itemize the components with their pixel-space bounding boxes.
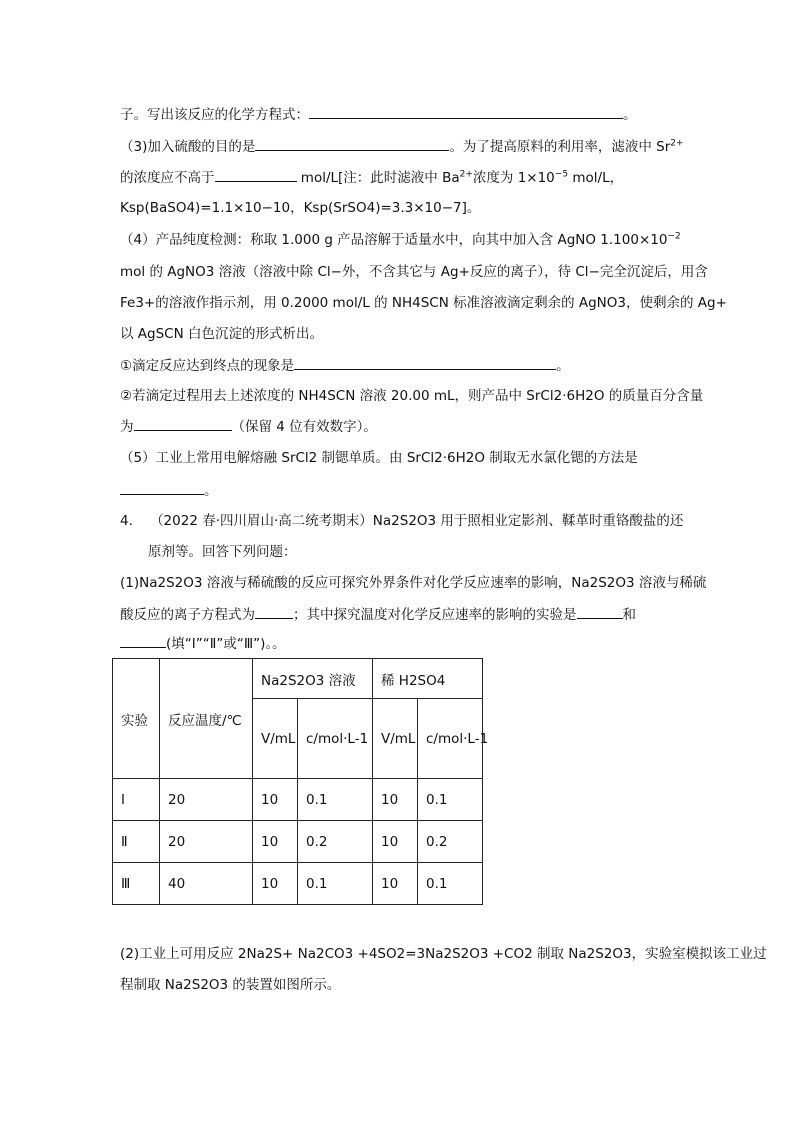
answer-blank[interactable] — [134, 416, 232, 431]
header-na2s2o3: Na2S2O3 溶液 — [253, 659, 373, 699]
q3-part4-line1: （4）产品纯度检测：称取 1.000 g 产品溶解于适量水中，向其中加入含 AgNO $1.100\times 10^{-2}$ — [120, 231, 681, 248]
q4-part2-line1: (2)工业上可用反应 2Na2S+ Na2CO3 +4SO2=3Na2S2O3 +CO2 制取 Na2S2O3，实验室模拟该工业过 — [120, 946, 767, 962]
table-row: Ⅲ 40 10 0.1 10 0.1 — [113, 863, 483, 905]
q3-part4-line2: mol 的 AgNO3 溶液（溶液中除 Cl−外，不含其它与 Ag+反应的离子），待 Cl−完全沉淀后，用含 — [120, 264, 708, 280]
q3-line2: （3)加入硫酸的目的是 。为了提高原料的利用率，滤液中 $Sr^{2+}$ — [120, 136, 684, 157]
answer-blank[interactable] — [120, 480, 204, 495]
header-experiment: 实验 — [113, 659, 160, 779]
answer-blank[interactable] — [577, 604, 623, 619]
q3-part4-sub2: ②若滴定过程用去上述浓度的 NH4SCN 溶液 20.00 mL，则产品中 SrCl2·6H2O 的质量百分含量 — [120, 388, 704, 404]
q4-header-line2: 原剂等。回答下列问题： — [148, 544, 297, 560]
answer-blank[interactable] — [255, 604, 293, 619]
header-temperature: 反应温度/℃ — [160, 659, 253, 779]
answer-blank[interactable] — [309, 104, 623, 119]
header-concentration: c/mol·L-1 — [298, 699, 373, 779]
header-concentration: c/mol·L-1 — [418, 699, 483, 779]
header-h2so4: 稀 H2SO4 — [373, 659, 483, 699]
q3-line1: 子。写出该反应的化学方程式： 。 — [120, 104, 637, 125]
q3-part4-sub1: ①滴定反应达到终点的现象是 。 — [120, 355, 570, 376]
answer-blank[interactable] — [294, 355, 556, 370]
table-row: Ⅱ 20 10 0.2 10 0.2 — [113, 821, 483, 863]
q3-part4-line3: Fe3+的溶液作指示剂，用 0.2000 mol/L 的 NH4SCN 标准溶液滴定剩余的 AgNO3，使剩余的 Ag+ — [120, 295, 727, 311]
q3-part4-sub2-line2: 为 （保留 4 位有效数字）。 — [120, 416, 377, 437]
q4-header: 4. （2022 春·四川眉山·高二统考期末）Na2S2O3 用于照相业定影剂、鞣革时重铬酸盐的还 — [120, 513, 684, 529]
header-volume: V/mL — [253, 699, 298, 779]
table-row: Ⅰ 20 10 0.1 10 0.1 — [113, 779, 483, 821]
q3-line3: 的浓度应不高于 mol/L[注：此时滤液中 $Ba^{2+}$浓度为 $1\times 10^{-5}$ mol/L， — [120, 167, 623, 188]
q4-part2-line2: 程制取 Na2S2O3 的装置如图所示。 — [120, 977, 341, 993]
q3-part5-line2: 。 — [120, 480, 218, 501]
answer-blank[interactable] — [255, 136, 449, 151]
question-number: 4. — [120, 513, 133, 529]
q4-part1-line2: 酸反应的离子方程式为 ；其中探究温度对化学反应速率的影响的实验是 和 — [120, 604, 636, 625]
experiment-table — [112, 658, 489, 905]
q3-part5-line1: （5）工业上常用电解熔融 SrCl2 制锶单质。由 SrCl2·6H2O 制取无水氯化锶的方法是 — [120, 450, 638, 466]
header-volume: V/mL — [373, 699, 418, 779]
answer-blank[interactable] — [215, 167, 297, 182]
q3-equation-prompt: 子。写出该反应的化学方程式： — [120, 107, 309, 123]
q4-part1-line3: (填“Ⅰ”“Ⅱ”或“Ⅲ”)。。 — [120, 633, 286, 654]
q4-part1-line1: (1)Na2S2O3 溶液与稀硫酸的反应可探究外界条件对化学反应速率的影响，Na2S2O3 溶液与稀硫 — [120, 575, 707, 591]
answer-blank[interactable] — [120, 633, 166, 648]
q3-line4: Ksp(BaSO4)=1.1×10−10，Ksp(SrSO4)=3.3×10−7]。 — [120, 200, 481, 216]
q3-part4-line4: 以 AgSCN 白色沉淀的形式析出。 — [120, 326, 323, 342]
